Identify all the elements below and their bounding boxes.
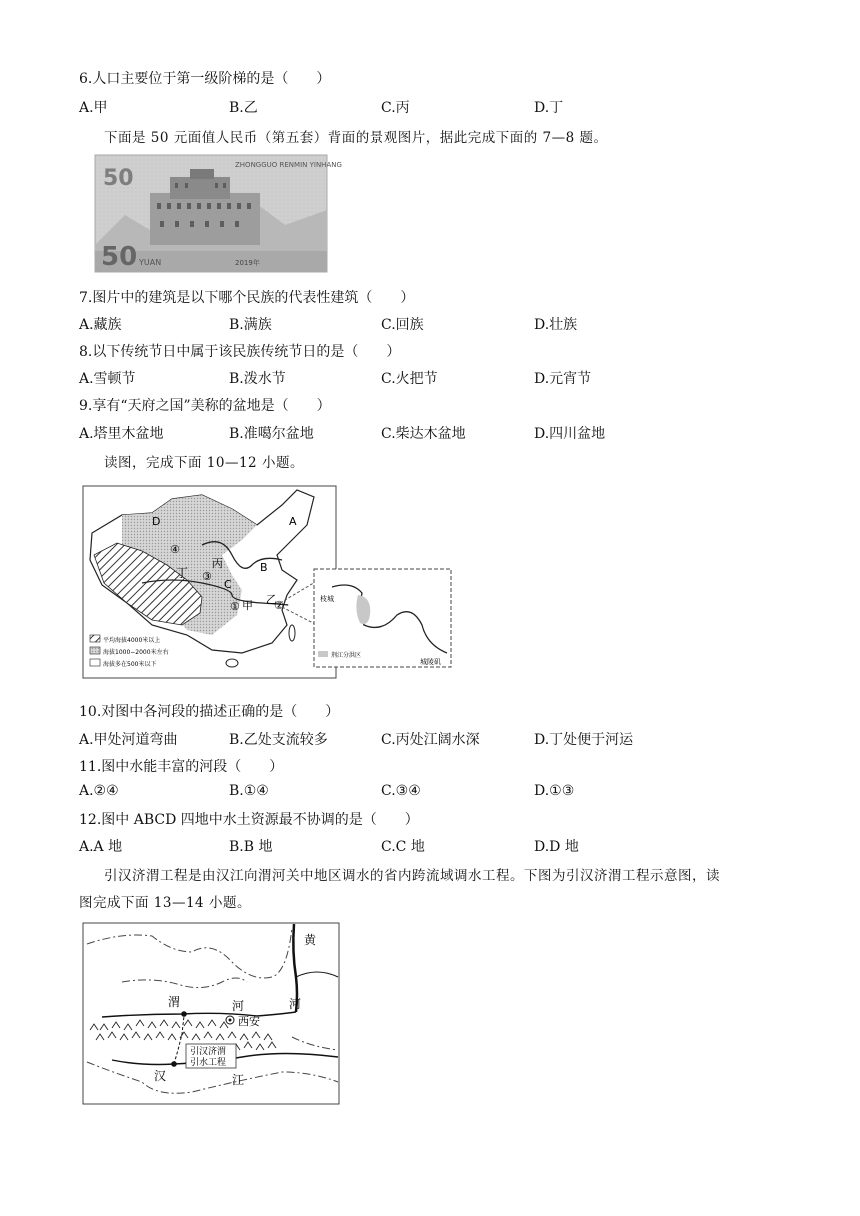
question-12-options [79, 836, 779, 858]
legend-mid: 海拔1000−2000米左右 [103, 649, 169, 656]
label-he-wei: 河 [232, 999, 245, 1013]
option-d[interactable]: D.①③ [534, 783, 575, 799]
option-c[interactable]: C.火把节 [381, 371, 438, 387]
inset-area-label: 荆江分洪区 [331, 652, 362, 659]
label-wei: 渭 [168, 995, 181, 1009]
map-label-2: ② [274, 599, 284, 612]
option-b[interactable]: B.泼水节 [229, 371, 286, 387]
question-7-options [79, 314, 779, 336]
question-6-stem: 6.人口主要位于第一级阶梯的是（ ） [79, 71, 331, 87]
map-label-a: A [289, 515, 297, 528]
option-d[interactable]: D.D 地 [534, 839, 579, 855]
label-han: 汉 [154, 1069, 167, 1083]
question-12-stem: 12.图中 ABCD 四地中水土资源最不协调的是（ ） [79, 812, 419, 828]
china-terrain-map [82, 485, 454, 680]
map-label-4: ④ [170, 543, 180, 556]
inset-city-chenglingji: 城陵矶 [420, 658, 441, 666]
option-a[interactable]: A.②④ [79, 783, 119, 799]
label-jiang: 江 [232, 1073, 245, 1087]
map-label-jia: 甲 [242, 599, 253, 612]
map-label-b: B [260, 561, 268, 574]
banknote-issuer: ZHONGGUO RENMIN YINHANG [235, 161, 342, 169]
option-b[interactable]: B.B 地 [229, 839, 273, 855]
banknote-image [95, 155, 342, 272]
option-c[interactable]: C.丙 [381, 100, 410, 116]
question-7-stem: 7.图片中的建筑是以下哪个民族的代表性建筑（ ） [79, 290, 415, 306]
option-c[interactable]: C.丙处江阔水深 [381, 732, 480, 748]
intro-13-14-line1: 引汉济渭工程是由汉江向渭河关中地区调水的省内跨流域调水工程。下图为引汉济渭工程示意图，读 [104, 868, 720, 884]
question-11-options [79, 783, 779, 805]
option-c[interactable]: C.回族 [381, 317, 424, 333]
map-label-1: ① [230, 600, 240, 613]
hanwei-project-map [82, 922, 340, 1105]
question-9-options [79, 423, 779, 445]
project-label-line2: 引水工程 [190, 1058, 227, 1068]
inset-city-zhicheng: 枝城 [320, 595, 334, 603]
option-a[interactable]: A.A 地 [79, 839, 123, 855]
map-label-d: D [152, 515, 161, 528]
map-label-c: C [224, 578, 232, 591]
option-c[interactable]: C.③④ [381, 783, 421, 799]
question-11-stem: 11.图中水能丰富的河段（ ） [79, 759, 284, 775]
option-d[interactable]: D.丁处便于河运 [534, 732, 634, 748]
option-a[interactable]: A.藏族 [79, 317, 122, 333]
label-he-yellow: 河 [289, 997, 302, 1011]
option-a[interactable]: A.甲处河道弯曲 [79, 732, 178, 748]
label-huang: 黄 [304, 933, 317, 947]
option-c[interactable]: C.C 地 [381, 839, 425, 855]
legend-low: 海拔多在500米以下 [103, 661, 157, 668]
map-label-ding: 丁 [176, 566, 189, 580]
banknote-denomination-top: 50 [103, 166, 134, 191]
option-d[interactable]: D.丁 [534, 100, 564, 116]
question-9-stem: 9.享有“天府之国”美称的盆地是（ ） [79, 398, 331, 414]
option-b[interactable]: B.满族 [229, 317, 272, 333]
intro-7-8: 下面是 50 元面值人民币（第五套）背面的景观图片，据此完成下面的 7—8 题。 [104, 130, 608, 146]
map-label-yi: 乙 [266, 593, 277, 606]
option-d[interactable]: D.四川盆地 [534, 426, 606, 442]
project-label-line1: 引汉济渭 [190, 1047, 227, 1057]
intro-10-12: 读图，完成下面 10—12 小题。 [104, 455, 304, 471]
banknote-year: 2019年 [235, 259, 260, 267]
option-a[interactable]: A.雪顿节 [79, 371, 136, 387]
option-a[interactable]: A.甲 [79, 100, 108, 116]
map-label-bing: 丙 [212, 557, 223, 570]
label-xian: 西安 [238, 1015, 260, 1028]
option-b[interactable]: B.乙处支流较多 [229, 732, 328, 748]
option-b[interactable]: B.乙 [229, 100, 258, 116]
question-8-options [79, 368, 779, 390]
option-b[interactable]: B.准噶尔盆地 [229, 426, 314, 442]
question-10-stem: 10.对图中各河段的描述正确的是（ ） [79, 704, 340, 720]
option-a[interactable]: A.塔里木盆地 [79, 426, 164, 442]
banknote-currency: YUAN [139, 258, 162, 267]
question-6-options [79, 97, 779, 119]
banknote-denomination-bottom: 50 [101, 242, 138, 272]
option-c[interactable]: C.柴达木盆地 [381, 426, 466, 442]
intro-13-14-line2: 图完成下面 13—14 小题。 [79, 895, 251, 911]
legend-high: 平均海拔4000米以上 [103, 637, 161, 644]
option-d[interactable]: D.元宵节 [534, 371, 592, 387]
option-d[interactable]: D.壮族 [534, 317, 578, 333]
option-b[interactable]: B.①④ [229, 783, 269, 799]
map-label-3: ③ [202, 570, 212, 583]
question-8-stem: 8.以下传统节日中属于该民族传统节日的是（ ） [79, 344, 401, 360]
question-10-options [79, 729, 779, 751]
